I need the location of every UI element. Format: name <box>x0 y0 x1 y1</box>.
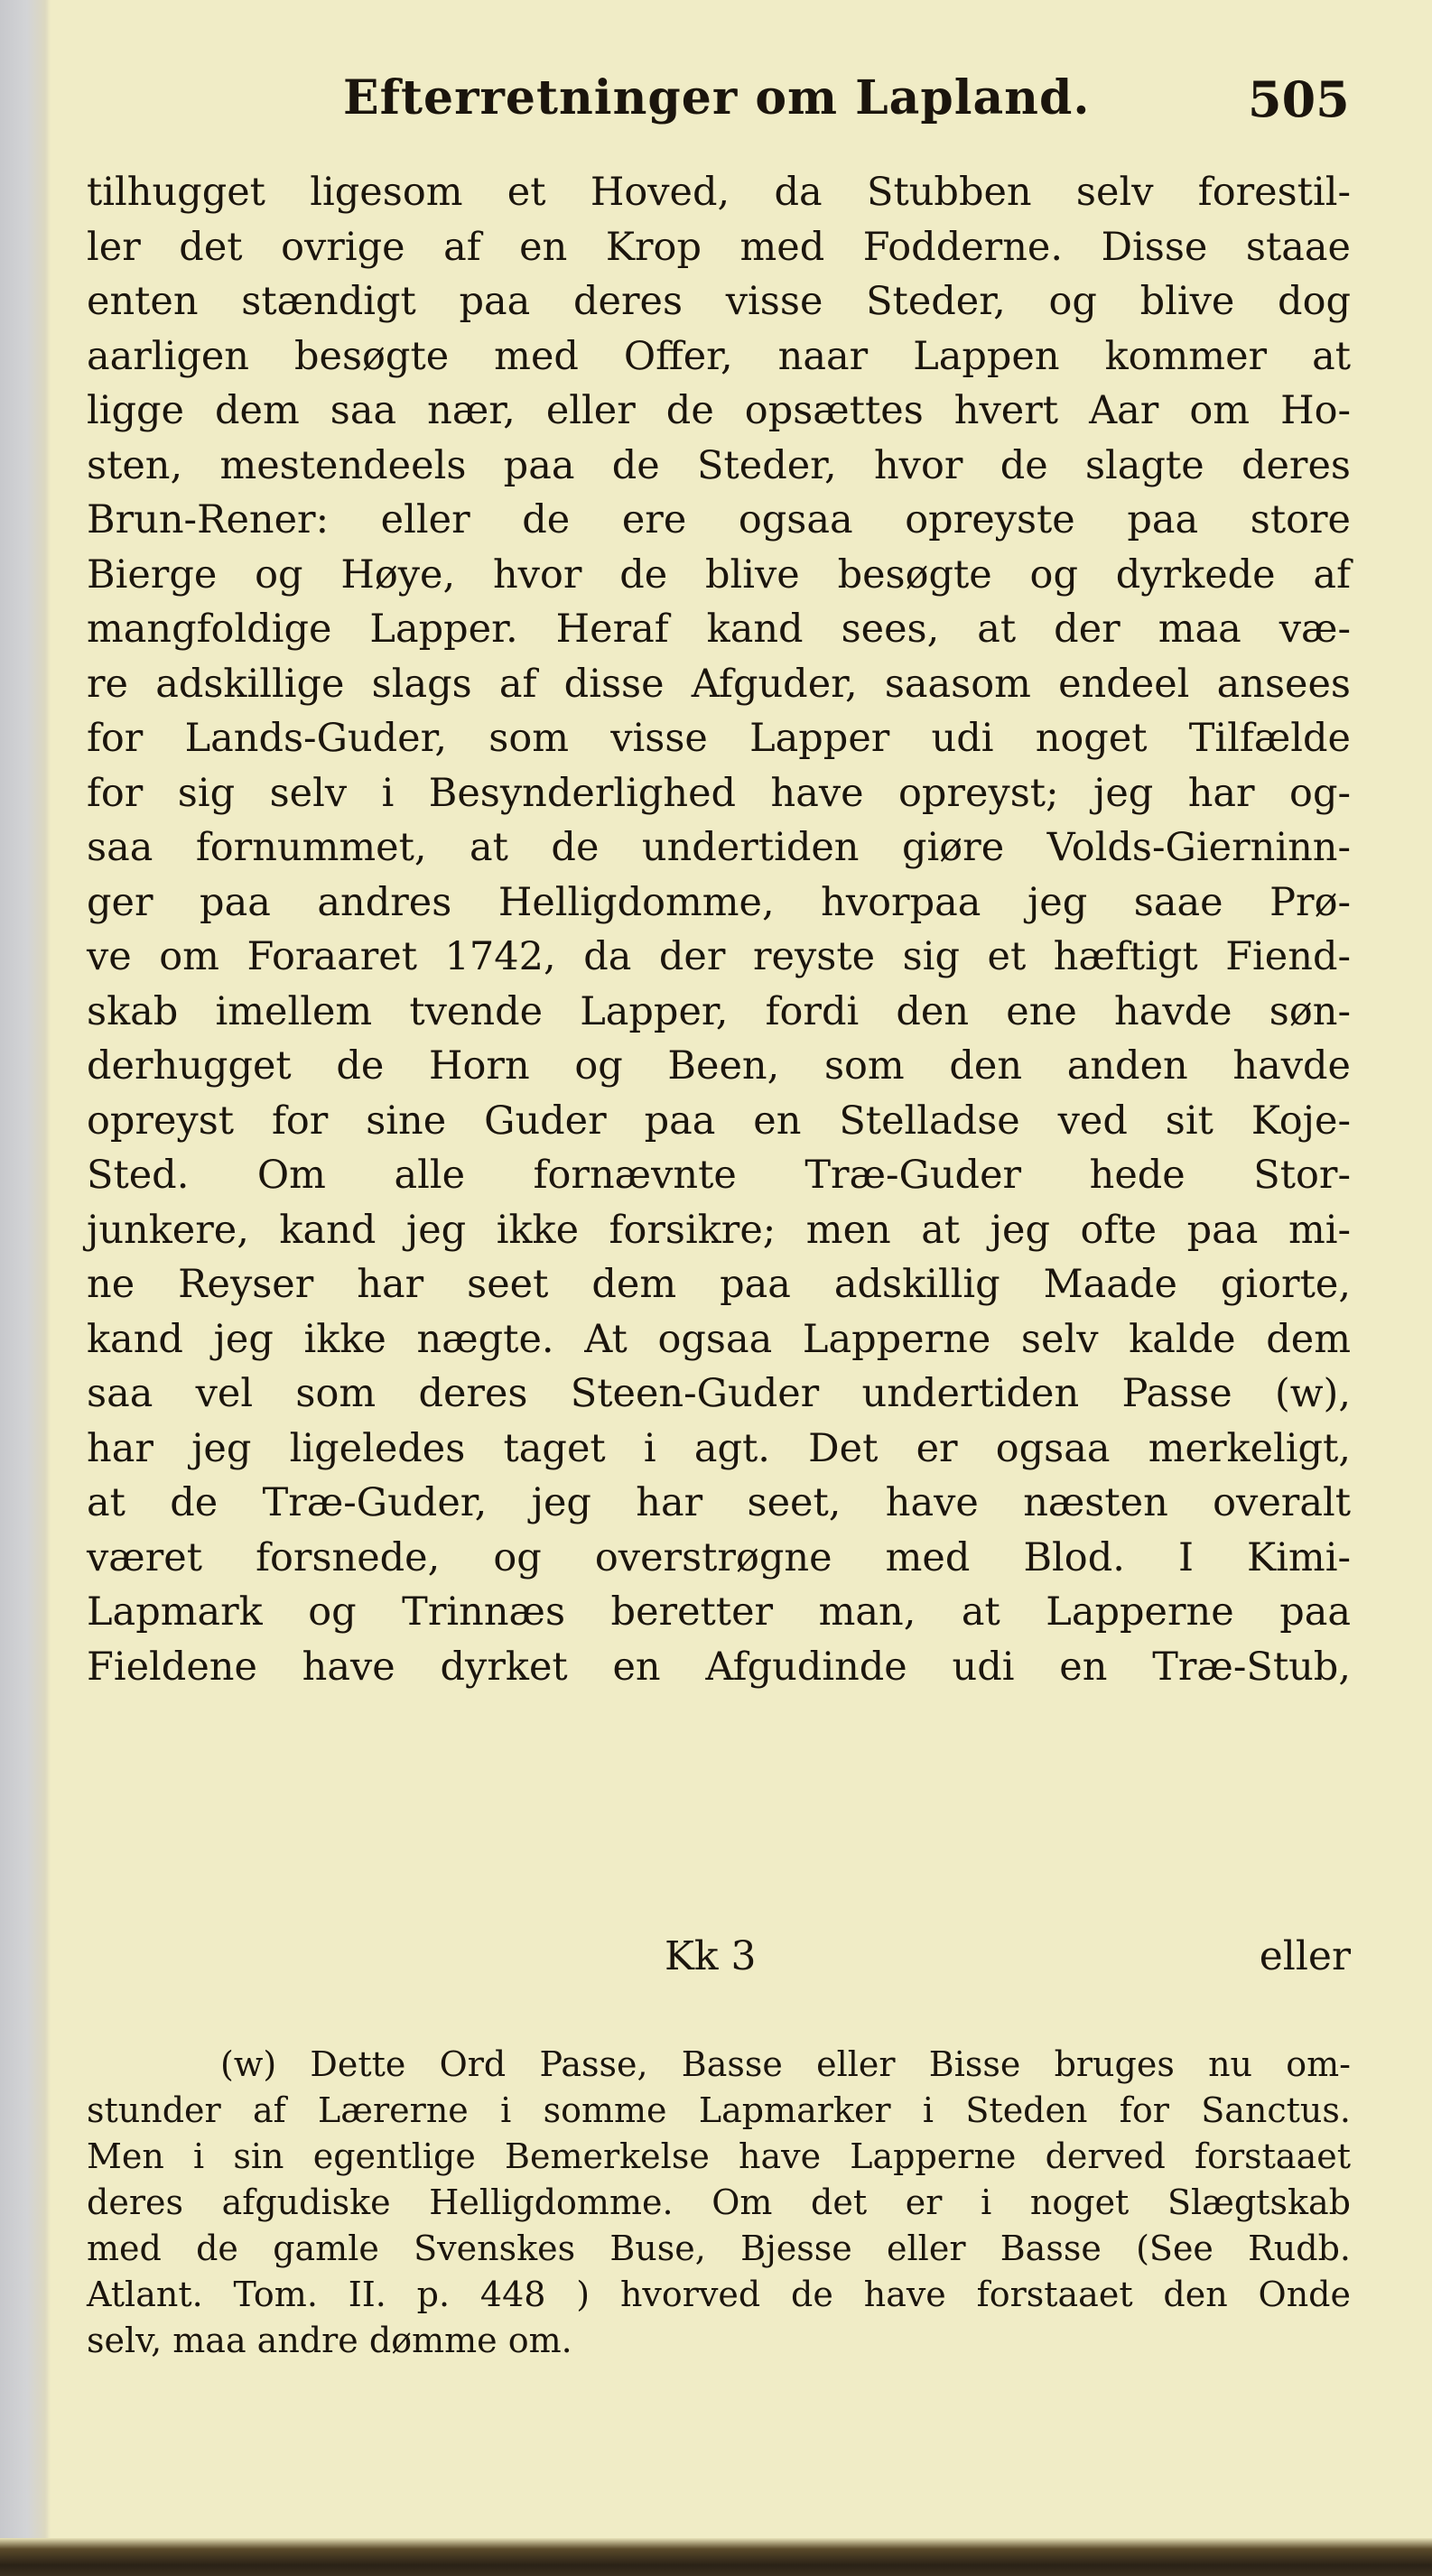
text-line: ve om Foraaret 1742, da der reyste sig et hæftigt Fiend- <box>87 934 1351 979</box>
text-line: tilhugget ligesom et Hoved, da Stubben selv forestil- <box>87 170 1351 215</box>
text-line: ligge dem saa nær, eller de opsættes hvert Aar om Ho- <box>87 388 1351 433</box>
text-line: mangfoldige Lapper. Heraf kand sees, at der maa væ- <box>87 607 1351 652</box>
text-line: opreyst for sine Guder paa en Stelladse ved sit Koje- <box>87 1098 1351 1144</box>
text-line: Lapmark og Trinnæs beretter man, at Lapperne paa <box>87 1589 1351 1635</box>
footnote-line: med de gamle Svenskes Buse, Bjesse eller Basse (See Rudb. <box>87 2229 1351 2268</box>
footnote-line: Atlant. Tom. II. p. 448 ) hvorved de have forstaaet den Onde <box>87 2275 1351 2314</box>
text-line: har jeg ligeledes taget i agt. Det er ogsaa merkeligt, <box>87 1425 1351 1471</box>
scan-bottom-edge <box>0 2538 1432 2576</box>
footnote-line: stunder af Lærerne i somme Lapmarker i Steden for Sanctus. <box>87 2090 1351 2130</box>
text-line: saa fornummet, at de undertiden giøre Volds-Gierninn- <box>87 825 1351 870</box>
text-line: været forsnede, og overstrøgne med Blod. I Kimi- <box>87 1534 1351 1580</box>
text-line: enten stændigt paa deres visse Steder, og blive dog <box>87 279 1351 324</box>
text-line: Sted. Om alle fornævnte Træ-Guder hede Stor- <box>87 1153 1351 1198</box>
text-line: ler det ovrige af en Krop med Fodderne. Disse staae <box>87 224 1351 270</box>
main-text <box>87 165 1351 1694</box>
text-line: for Lands-Guder, som visse Lapper udi noget Tilfælde <box>87 716 1351 761</box>
page-number: 505 <box>1248 70 1350 128</box>
text-line: for sig selv i Besynderlighed have opreyst; jeg har og- <box>87 770 1351 816</box>
text-line: junkere, kand jeg ikke forsikre; men at jeg ofte paa mi- <box>87 1207 1351 1253</box>
text-line: sten, mestendeels paa de Steder, hvor de slagte deres <box>87 442 1351 488</box>
text-line: derhugget de Horn og Been, som den anden havde <box>87 1043 1351 1089</box>
footnote-line: deres afgudiske Helligdomme. Om det er i noget Slægtskab <box>87 2182 1351 2222</box>
running-title: Efterretninger om Lapland. <box>343 70 1091 125</box>
text-line: ger paa andres Helligdomme, hvorpaa jeg saae Prø- <box>87 879 1351 925</box>
text-line: skab imellem tvende Lapper, fordi den ene havde søn- <box>87 988 1351 1034</box>
footnote-line: (w) Dette Ord Passe, Basse eller Bisse bruges nu om- <box>220 2044 1351 2084</box>
text-line: kand jeg ikke nægte. At ogsaa Lapperne selv kalde dem <box>87 1316 1351 1362</box>
text-line: Bierge og Høye, hvor de blive besøgte og dyrkede af <box>87 551 1351 598</box>
text-line: Fieldene have dyrket en Afgudinde udi en Træ-Stub, <box>87 1644 1351 1690</box>
text-line: Brun-Rener: eller de ere ogsaa opreyste paa store <box>87 497 1351 542</box>
text-line: re adskillige slags af disse Afguder, saasom endeel ansees <box>87 661 1351 707</box>
footnote-line: Men i sin egentlige Bemerkelse have Lapperne derved forstaaet <box>87 2136 1351 2176</box>
signature-mark: Kk 3 <box>665 1933 757 1979</box>
text-line: saa vel som deres Steen-Guder undertiden Passe (w), <box>87 1371 1351 1416</box>
footnote-line: selv, maa andre dømme om. <box>87 2321 572 2360</box>
footnote <box>87 2042 1351 2364</box>
catchword: eller <box>1259 1933 1351 1979</box>
signature-line <box>87 1933 1351 1988</box>
text-line: aarligen besøgte med Offer, naar Lappen kommer at <box>87 333 1351 379</box>
text-line: ne Reyser har seet dem paa adskillig Maade giorte, <box>87 1262 1351 1307</box>
text-line: at de Træ-Guder, jeg har seet, have næsten overalt <box>87 1480 1351 1525</box>
